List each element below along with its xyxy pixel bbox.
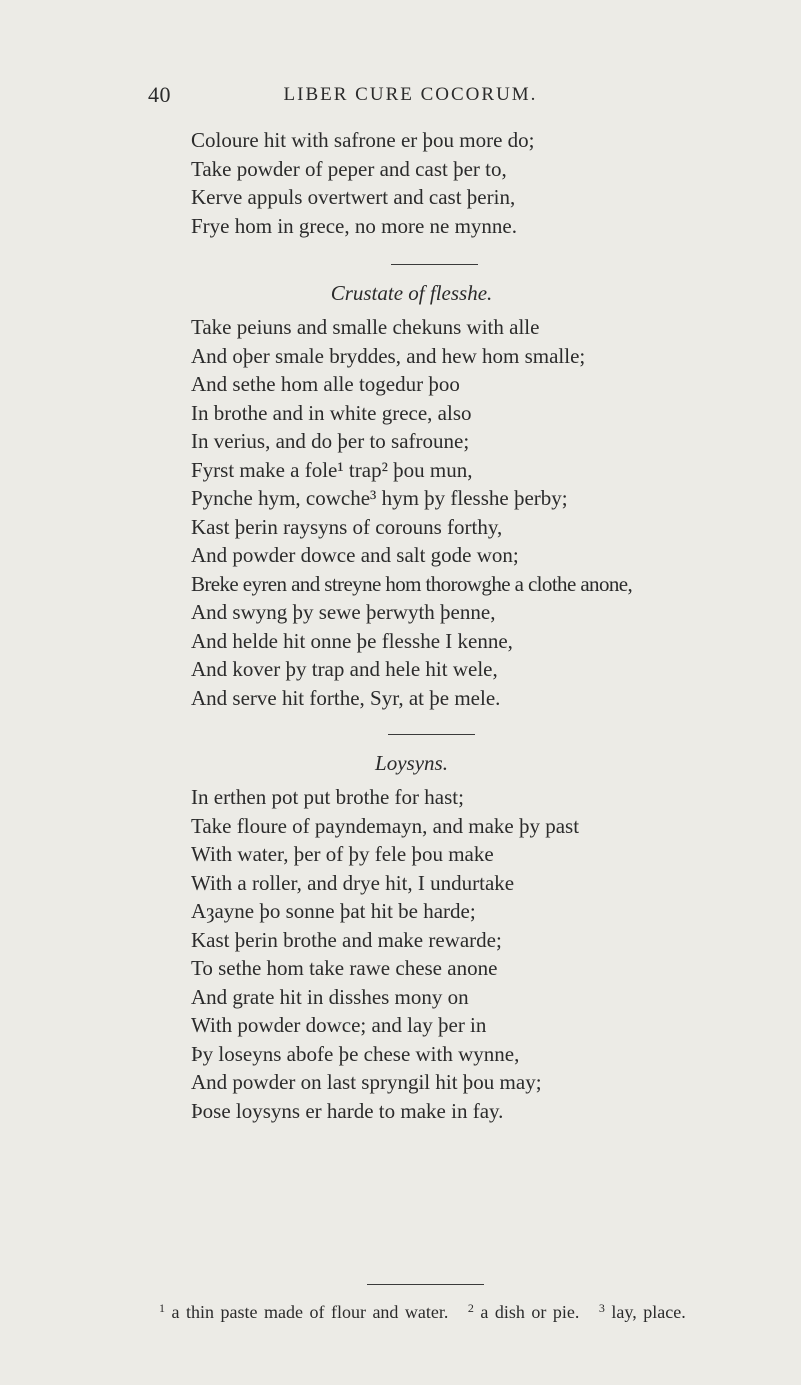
- verse-line: And powder on last spryngil hit þou may;: [191, 1070, 542, 1094]
- verse-line: And serve hit forthe, Syr, at þe mele.: [191, 685, 501, 710]
- verse-line: Kerve appuls overtwert and cast þerin,: [191, 185, 516, 209]
- verse-line: Take peiuns and smalle chekuns with alle: [191, 315, 540, 339]
- crustate-stanza: [191, 313, 771, 712]
- verse-line: And sethe hom alle togedur þoo: [191, 372, 460, 396]
- verse-line: And oþer smale bryddes, and hew hom smalle;: [191, 343, 586, 368]
- section-title-loysyns: Loysyns.: [375, 751, 448, 775]
- verse-line: With powder dowce; and lay þer in: [191, 1013, 487, 1037]
- verse-line: Pynche hym, cowche³ hym þy flesshe þerby;: [191, 486, 568, 510]
- verse-line: Þy loseyns abofe þe chese with wynne,: [191, 1041, 520, 1066]
- loysyns-stanza: [191, 783, 771, 1125]
- verse-line: Coloure hit with safrone er þou more do;: [191, 128, 535, 152]
- verse-line: With water, þer of þy fele þou make: [191, 842, 494, 866]
- verse-line: And helde hit onne þe flesshe I kenne,: [191, 628, 513, 653]
- footnote-marker: 3: [598, 1301, 605, 1315]
- verse-line: Fyrst make a fole¹ trap² þou mun,: [191, 457, 473, 482]
- section-divider: [391, 264, 478, 265]
- verse-line: In brothe and in white grece, also: [191, 400, 472, 425]
- verse-line: Take floure of payndemayn, and make þy past: [191, 813, 580, 838]
- verse-line: With a roller, and drye hit, I undurtake: [191, 870, 515, 895]
- section-divider: [388, 734, 475, 735]
- verse-line: And swyng þy sewe þerwyth þenne,: [191, 600, 496, 624]
- verse-line: Kast þerin brothe and make rewarde;: [191, 927, 502, 952]
- verse-line: In erthen pot put brothe for hast;: [191, 785, 464, 809]
- verse-line: And powder dowce and salt gode won;: [191, 543, 519, 567]
- verse-line: Take powder of peper and cast þer to,: [191, 156, 507, 181]
- footnotes: [159, 1301, 686, 1323]
- verse-line: To sethe hom take rawe chese anone: [191, 956, 498, 980]
- verse-line: And grate hit in disshes mony on: [191, 984, 469, 1009]
- footnote-marker: 1: [159, 1301, 165, 1315]
- footnote-text: a thin paste made of flour and water.: [171, 1302, 449, 1322]
- verse-line: Breke eyren and streyne hom thorowghe a clothe anone,: [191, 571, 633, 596]
- verse-line: Aȝayne þo sonne þat hit be harde;: [191, 899, 476, 923]
- verse-line: In verius, and do þer to safroune;: [191, 429, 470, 453]
- intro-stanza: [191, 126, 771, 240]
- footnote-divider: [367, 1284, 484, 1285]
- footnote-text: a dish or pie.: [480, 1302, 580, 1322]
- section-title-crustate: Crustate of flesshe.: [330, 281, 493, 305]
- page-number: 40: [148, 82, 171, 107]
- footnote-marker: 2: [467, 1301, 474, 1315]
- running-head: LIBER CURE COCORUM.: [283, 84, 538, 105]
- verse-line: And kover þy trap and hele hit wele,: [191, 657, 498, 681]
- footnote-text: lay, place.: [611, 1302, 686, 1322]
- verse-line: Þose loysyns er harde to make in fay.: [191, 1098, 504, 1123]
- verse-line: Kast þerin raysyns of corouns forthy,: [191, 514, 503, 539]
- verse-line: Frye hom in grece, no more ne mynne.: [191, 213, 517, 238]
